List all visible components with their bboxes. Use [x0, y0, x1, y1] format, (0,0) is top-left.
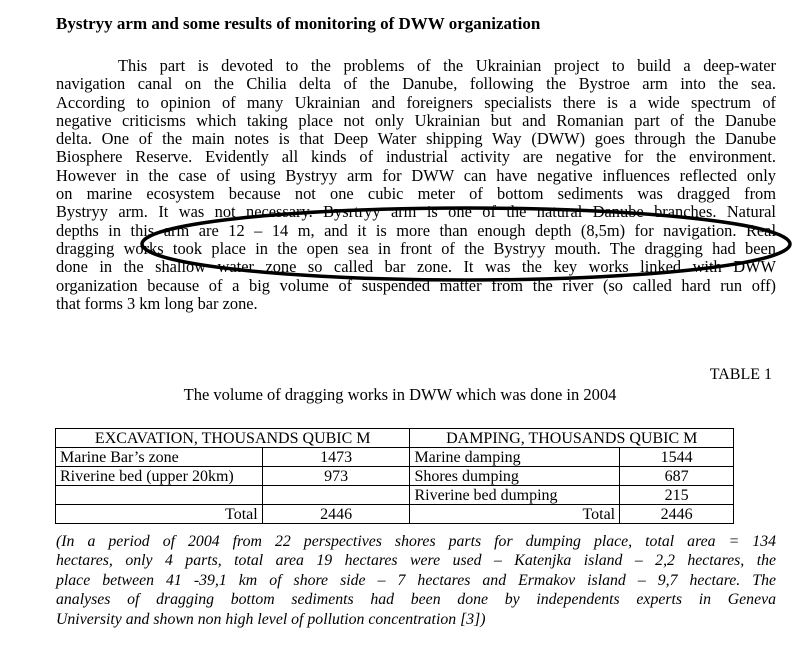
damping-value-cell: 1544 [620, 448, 734, 467]
excavation-value-cell: 973 [262, 467, 410, 486]
footnote-line: place between 41 -39,1 km of shore side – 7 hectares and Ermakov island – 9,7 hectare. The [56, 571, 776, 589]
paragraph-line: Bystryy arm. It was not necessary. Bysrtryy arm is one of the natural Danube branches. Natural [56, 202, 776, 222]
paragraph-line: dragging works took place in the open sea in front of the Bystryy mouth. The dragging had been [56, 238, 776, 258]
excavation-name-cell: Riverine bed (upper 20km) [56, 467, 263, 486]
excavation-value-cell: 1473 [262, 448, 410, 467]
footnote-line: hectares, only 4 parts, total area 19 hectares were used – Katenjka island – 2,2 hectares, the [56, 552, 776, 570]
total-value-left: 2446 [262, 505, 410, 524]
dragging-volume-table [55, 428, 734, 524]
body-paragraph [56, 57, 776, 313]
paragraph-line: done in the shallow water zone so called bar zone. It was the key works linked with DWW [56, 257, 776, 277]
damping-name-cell: Riverine bed dumping [410, 486, 620, 505]
paragraph-line: negative criticisms which taking place not only Ukrainian but and Romanian part of the Danube [56, 110, 776, 130]
damping-name-cell: Shores dumping [410, 467, 620, 486]
paragraph-line: delta. One of the main notes is that Deep Water shipping Way (DWW) goes through the Danube [56, 129, 776, 149]
paragraph-line: According to opinion of many Ukrainian and foreigners specialists there is a wide spectrum of [56, 92, 776, 112]
table-row [56, 448, 734, 467]
table-total-row [56, 505, 734, 524]
table-row [56, 486, 734, 505]
paragraph-line: However in the case of using Bystryy arm for DWW can have negative influences reflected only [56, 165, 776, 185]
footnote-line: analyses of dragging bottom sediments had been done by independents experts in Geneva [56, 591, 776, 609]
table-caption: The volume of dragging works in DWW which was done in 2004 [183, 385, 617, 404]
total-label-left: Total [56, 505, 263, 524]
table-footnote [56, 532, 776, 629]
excavation-header: EXCAVATION, THOUSANDS QUBIC M [56, 429, 410, 448]
paragraph-line: depths in this arm are 12 – 14 m, and it is more than enough depth (8,5m) for navigation. Real [56, 220, 776, 240]
excavation-value-cell [262, 486, 410, 505]
paragraph-line: navigation canal on the Chilia delta of the Danube, following the Bystroe arm into the sea. [56, 74, 776, 94]
damping-value-cell: 687 [620, 467, 734, 486]
paragraph-line: that forms 3 km long bar zone. [56, 293, 258, 313]
damping-name-cell: Marine damping [410, 448, 620, 467]
paragraph-line: on marine ecosystem because not one cubic meter of bottom sediments was dragged from [56, 184, 776, 204]
total-label-right: Total [410, 505, 620, 524]
table-header-row [56, 429, 734, 448]
excavation-name-cell: Marine Bar’s zone [56, 448, 263, 467]
paragraph-line: organization because of a big volume of suspended matter from the river (so called hard run off) [56, 275, 776, 295]
table-number-label: TABLE 1 [709, 366, 772, 383]
paragraph-line: This part is devoted to the problems of the Ukrainian project to build a deep-water [118, 56, 776, 75]
damping-value-cell: 215 [620, 486, 734, 505]
footnote-line: University and shown non high level of pollution concentration [3]) [56, 610, 486, 628]
section-heading: Bystryy arm and some results of monitoring of DWW organization [56, 14, 541, 33]
damping-header: DAMPING, THOUSANDS QUBIC M [410, 429, 734, 448]
paragraph-line: Biosphere Reserve. Evidently all kinds of industrial activity are negative for the environment. [56, 147, 776, 167]
excavation-name-cell [56, 486, 263, 505]
total-value-right: 2446 [620, 505, 734, 524]
footnote-line: (In a period of 2004 from 22 perspectives shores parts for dumping place, total area = 134 [56, 533, 776, 550]
table-row [56, 467, 734, 486]
